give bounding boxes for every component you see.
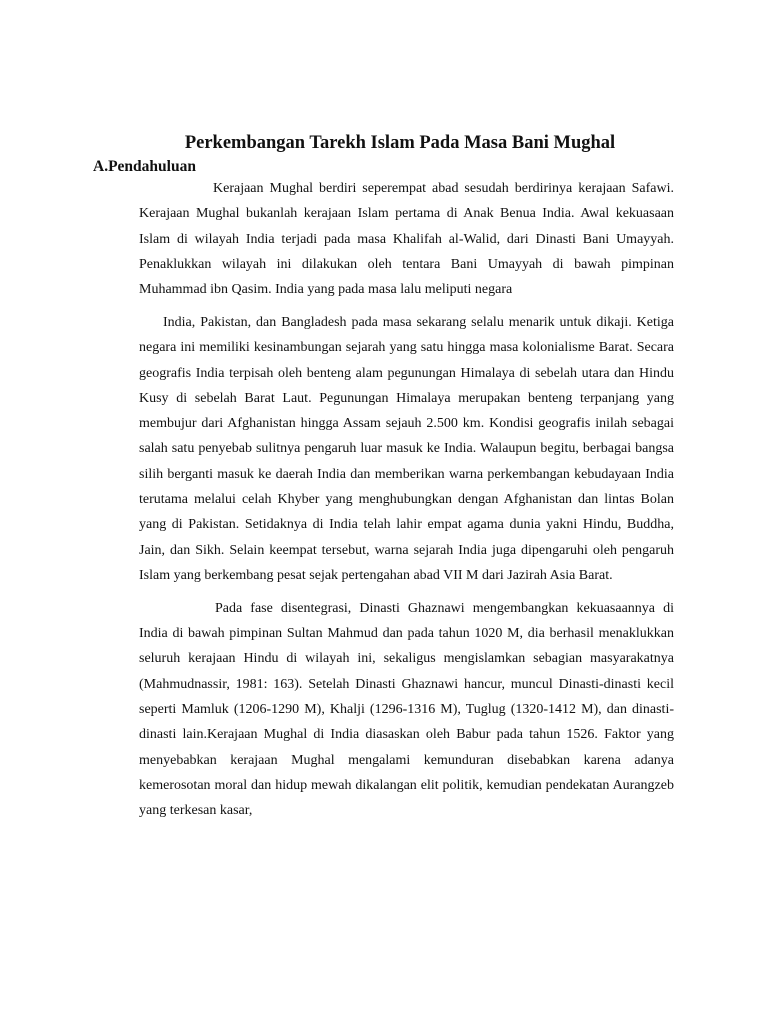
document-body — [139, 176, 674, 823]
document-title: Perkembangan Tarekh Islam Pada Masa Bani Mughal — [184, 133, 616, 153]
paragraph-3: Pada fase disentegrasi, Dinasti Ghaznawi mengembangkan kekuasaannya di India di bawah pimpinan Sultan Mahmud dan pada tahun 1020 M, dia berhasil menaklukkan seluruh kerajaan Hindu di wilayah ini, sekaligus mengislamkan sebagian masyarakatnya (Mahmudnassir, 1981: 163). Setelah Dinasti Ghaznawi hancur, muncul Dinasti-dinasti kecil seperti Mamluk (1206-1290 M), Khalji (1296-1316 M), Tuglug (1320-1412 M), dan dinasti-dinasti lain.Kerajaan Mughal di India diasaskan oleh Babur pada tahun 1526. Faktor yang menyebabkan kerajaan Mughal mengalami kemunduran disebabkan karena adanya kemerosotan moral dan hidup mewah dikalangan elit politik, kemudian pendekatan Aurangzeb yang terkesan kasar, — [139, 600, 674, 819]
section-heading: A.Pendahuluan — [93, 158, 196, 175]
paragraph-1: Kerajaan Mughal berdiri seperempat abad sesudah berdirinya kerajaan Safawi. Kerajaan Mughal bukanlah kerajaan Islam pertama di Anak Benua India. Awal kekuasaan Islam di wilayah India terjadi pada masa Khalifah al-Walid, dari Dinasti Bani Umayyah. Penaklukkan wilayah ini dilakukan oleh tentara Bani Umayyah di bawah pimpinan Muhammad ibn Qasim. India yang pada masa lalu meliputi negara — [139, 181, 674, 298]
paragraph-2: India, Pakistan, dan Bangladesh pada masa sekarang selalu menarik untuk dikaji. Ketiga negara ini memiliki kesinambungan sejarah yang satu hingga masa kolonialisme Barat. Secara geografis India terpisah oleh benteng alam pegunungan Himalaya di sebelah utara dan Hindu Kusy di sebelah Barat Laut. Pegunungan Himalaya merupakan benteng terpanjang yang membujur dari Afghanistan hingga Assam sejauh 2.500 km. Kondisi geografis inilah sebagai salah satu penyebab sulitnya pengaruh luar masuk ke India. Walaupun begitu, berbagai bangsa silih berganti masuk ke daerah India dan memberikan warna perkembangan kebudayaan India terutama melalui celah Khyber yang menghubungkan dengan Afghanistan dan lintas Bolan yang di Pakistan. Setidaknya di India telah lahir empat agama dunia yakni Hindu, Buddha, Jain, dan Sikh. Selain keempat tersebut, warna sejarah India juga dipengaruhi oleh pengaruh Islam yang berkembang pesat sejak pertengahan abad VII M dari Jazirah Asia Barat. — [139, 314, 674, 583]
